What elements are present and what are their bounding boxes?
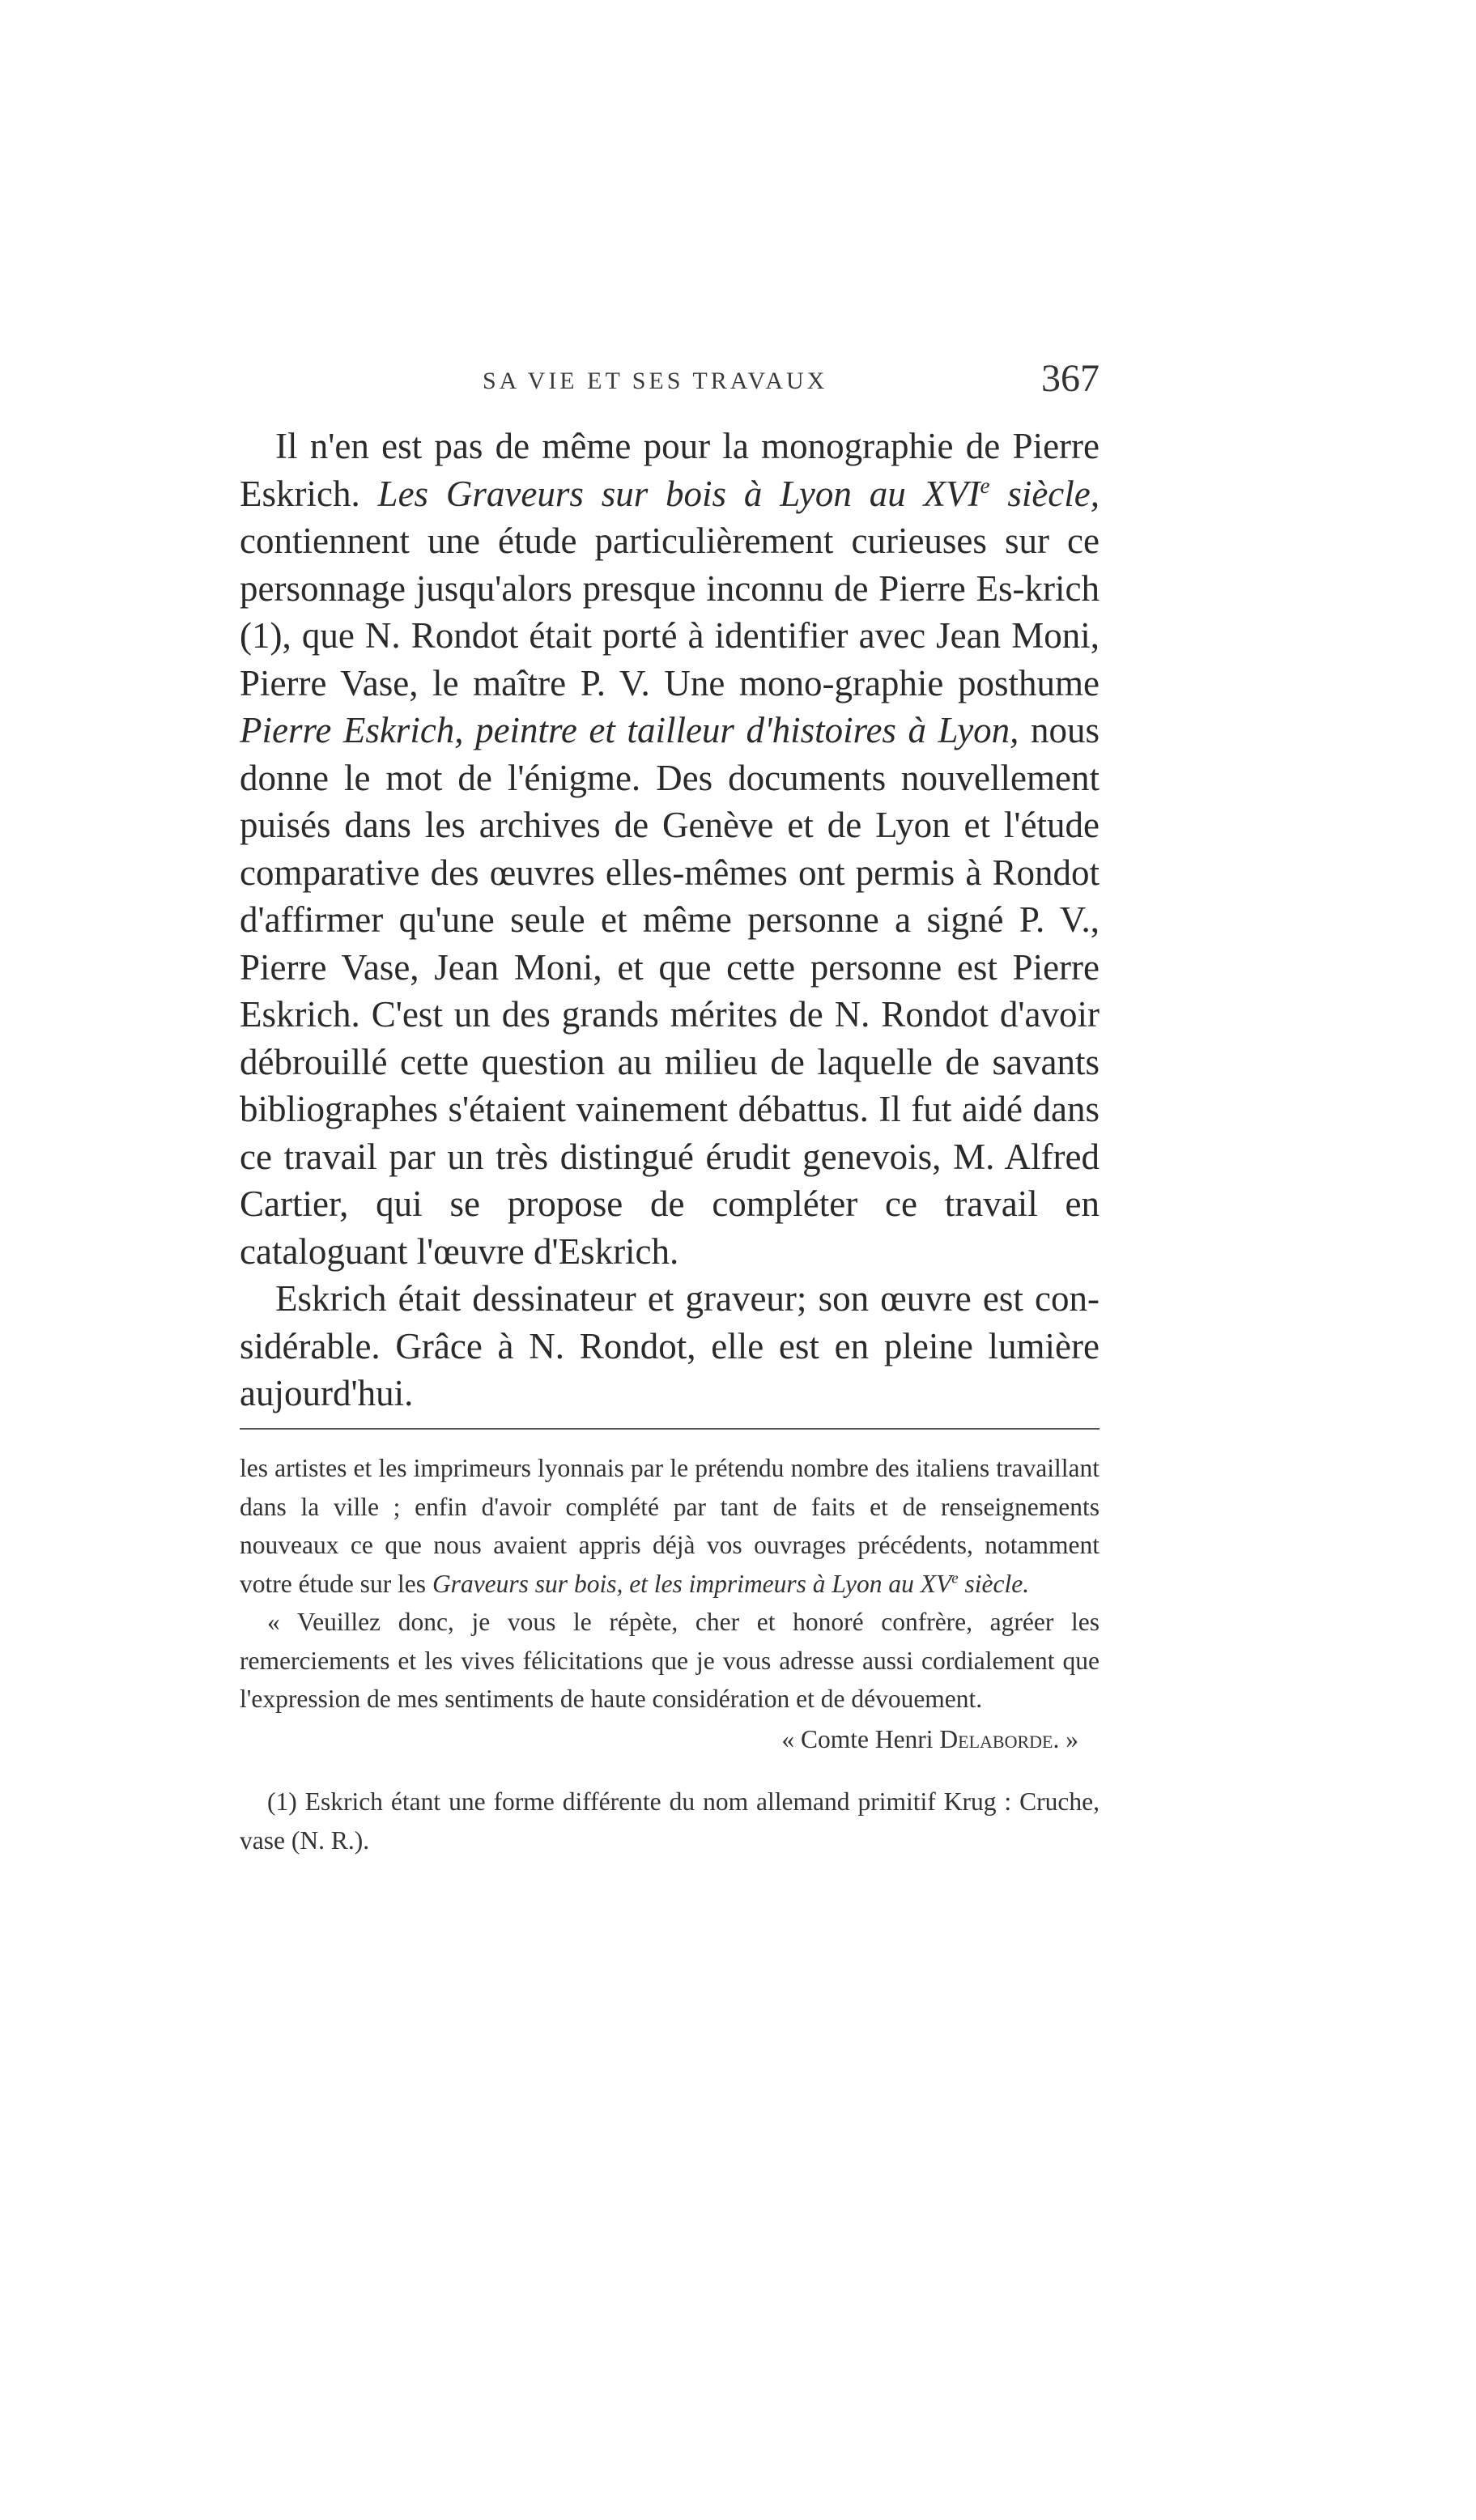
signature-name: Delaborde xyxy=(939,1724,1053,1753)
book-title xyxy=(378,474,1100,514)
book-title-text: Les Graveurs sur bois à Lyon au XVI xyxy=(377,473,980,514)
text-run: Il n'en est pas de même pour la monographie de Pierre Eskrich. xyxy=(240,426,1100,514)
paragraph-eskrich-monograph xyxy=(240,423,1100,1275)
signature-end: . » xyxy=(1053,1724,1078,1753)
main-text xyxy=(240,423,1100,1417)
superscript: e xyxy=(980,473,990,498)
book-title xyxy=(629,1570,1029,1598)
superscript: e xyxy=(951,1570,959,1587)
book-title-end: siècle, xyxy=(989,473,1100,514)
note-paragraph: « Veuillez donc, je vous le répète, cher et honoré confrère, agréer les remerciements et les vives félicitations que je vous adresse aussi cordialement que l'expression de mes sentiments de haute considération et de dévouement. xyxy=(240,1608,1100,1713)
running-head xyxy=(240,356,1100,405)
running-title: SA VIE ET SES TRAVAUX xyxy=(483,368,828,394)
footnote-rule xyxy=(240,1428,1100,1430)
footnote-1: (1) Eskrich étant une forme différente du nom allemand primitif Krug : Cruche, vase (N. R.). xyxy=(240,1787,1100,1855)
text-run: les artistes et les imprimeurs lyonnais par le prétendu nombre des italiens travaillant dans la ville ; enfin d'avoir complété par tant de faits et de renseignements nouveaux ce que nous avaient appris déjà vos ouvrages précédents, notamment votre étude sur les xyxy=(240,1454,1100,1598)
letter-signature xyxy=(240,1720,1100,1759)
book-title: Pierre Eskrich, peintre et tailleur d'histoires à Lyon, xyxy=(240,710,1019,750)
text-run: nous donne le mot de l'énigme. Des documents nouvellement puisés dans les archives de Genève et de Lyon et l'étude comparative des œuvres elles-mêmes ont permis à Rondot d'affirmer qu'une seule et même personne a signé P. V., Pierre Vase, Jean Moni, et que cette personne est Pierre Eskrich. C'est un des grands mérites de N. Rondot d'avoir débrouillé cette question au milieu de laquelle de savants bibliographes s'étaient vainement débattus. Il fut aidé dans ce travail par un très distingué érudit genevois, M. Alfred Cartier, qui se propose de compléter ce travail en cataloguant l'œuvre d'Eskrich. xyxy=(240,710,1100,1272)
book-title-text: et les imprimeurs à Lyon au XV xyxy=(629,1569,952,1598)
text-run: contiennent une étude particulièrement curieuses sur ce personnage jusqu'alors presque inconnu de Pierre Es-krich (1), que N. Rondot était porté à identifier avec Jean Moni, Pierre Vase, le maître P. V. Une mono-graphie posthume xyxy=(240,521,1100,703)
book-title: Graveurs sur bois, xyxy=(432,1569,623,1598)
note-continuation xyxy=(240,1449,1100,1603)
signature-text: « Comte Henri xyxy=(781,1724,940,1753)
notes-section xyxy=(240,1449,1100,1859)
paragraph-eskrich-work: Eskrich était dessinateur et graveur; son œuvre est con-sidérable. Grâce à N. Rondot, elle est en pleine lumière aujourd'hui. xyxy=(240,1278,1100,1413)
page-number: 367 xyxy=(1041,357,1100,400)
book-title-end: siècle. xyxy=(958,1569,1030,1598)
